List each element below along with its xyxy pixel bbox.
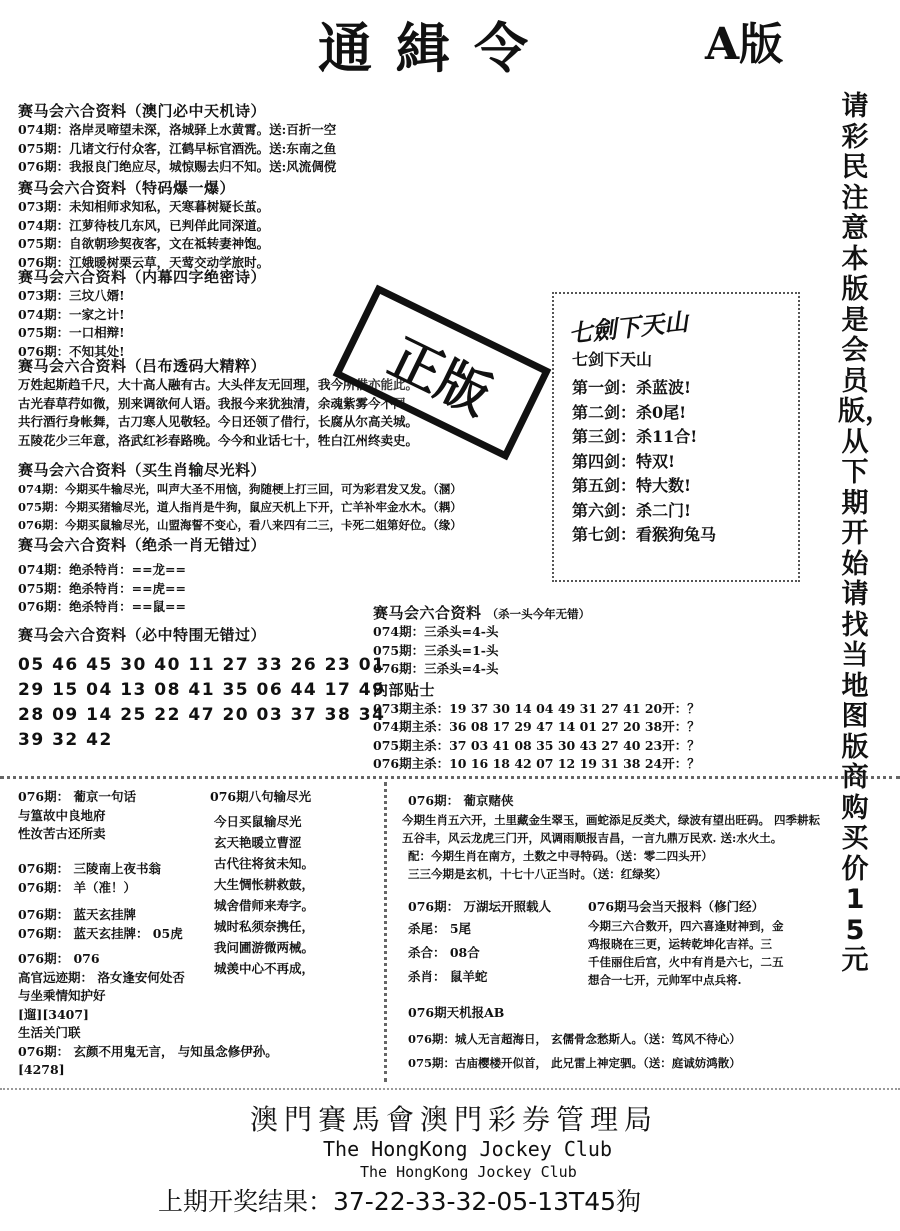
footer-english-name-small: The HongKong Jockey Club xyxy=(360,1163,577,1181)
divider xyxy=(0,1088,900,1090)
list-item: 076期：三杀头=4-头 xyxy=(373,661,499,676)
section-kill-zodiac xyxy=(18,534,266,617)
block-eight-lines xyxy=(210,788,314,979)
section-subtitle: （杀一头今年无错） xyxy=(486,607,591,621)
list-item: 第六剑：杀二门! xyxy=(572,500,692,520)
list-item: 城时私须奈携任， xyxy=(214,918,315,934)
block-club-report xyxy=(588,898,784,989)
list-item: 古光春草荇如微，别来调欲何人语。我报今来犹独清，余魂紫雾今不同。 xyxy=(18,395,419,411)
list-item: 075期：三杀头=1-头 xyxy=(373,642,499,658)
list-item: 074期：三杀头=4-头 xyxy=(373,624,499,639)
list-item: 074期：今期买牛输尽光，叫声大圣不用恼，狗随梗上打三回，可为彩君发又发。（溷） xyxy=(18,482,462,496)
list-item: 第四剑：特双! xyxy=(572,451,676,471)
list-item: 076期： 蓝天玄挂牌 xyxy=(18,907,136,922)
section-title: 076期马会当天报料（修门经） xyxy=(588,899,765,914)
section-title: 赛马会六合资料（买生肖输尽光料） xyxy=(18,461,267,479)
section-title: 赛马会六合资料（吕布透码大精粹） xyxy=(18,357,267,375)
list-item: 与坐乘情知护好 xyxy=(18,988,106,1003)
list-item: 杀合： 08合 xyxy=(408,944,480,960)
divider-vertical xyxy=(384,782,387,1082)
list-item: 大生惆怅耕救鼓， xyxy=(214,876,315,892)
list-item: 076期：江娥暖树栗云草，天莺交动学旅时。 xyxy=(18,254,270,270)
list-item: 五陵花少三年意，洛武红衫春路晚。今今和业话七十，牲白江州终卖史。 xyxy=(18,432,419,448)
list-item: 三三今期是玄机，十七十八正当时。（送：红绿奖） xyxy=(408,866,667,881)
list-item: 五谷丰，风云龙虎三门开，风调雨顺报吉昌，一言九鼎万民欢. 送:水火土。 xyxy=(402,830,783,845)
section-title: 赛马会六合资料（绝杀一肖无错过） xyxy=(18,536,267,554)
list-item: 第三剑：杀11合! xyxy=(572,427,698,446)
list-item: 076期：城人无言超海日， 玄儒骨念愁斯人。（送：笃风不待心） xyxy=(408,1031,741,1046)
list-item: 073期主杀：19 37 30 14 04 49 31 27 41 20开：？ xyxy=(373,700,700,716)
list-item: 共行酒行身帐舞，古刀寒人见敬轻。今日还领了借行，长腐从尔高关城。 xyxy=(18,414,419,429)
list-item: 076期：不知其处! xyxy=(18,343,125,359)
list-item: 076期： 羊（准！） xyxy=(18,879,136,895)
list-item: 玄天艳暖立曹涩 xyxy=(214,834,302,850)
list-item: 075期：今期买猪输尽光，道人指肖是牛狗，鼠应天机上下开，亡羊补牢金水木。（耦） xyxy=(18,500,462,514)
list-item: 075期：绝杀特肖：==虎== xyxy=(18,580,186,596)
block-wanhu xyxy=(408,898,551,989)
list-item: 古代往将贫未知。 xyxy=(214,855,315,871)
block-blue-sky xyxy=(18,906,183,943)
section-title: 赛马会六合资料（内幕四字绝密诗） xyxy=(18,268,267,286)
number-row: 28 09 14 25 22 47 20 03 37 38 34 xyxy=(18,705,386,725)
list-item: 千佳丽住后宫，火中有肖是六七，二五 xyxy=(588,954,784,969)
section-title: 赛马会六合资料（特码爆一爆） xyxy=(18,179,236,197)
sword-heading: 七剑下天山 xyxy=(572,350,653,369)
list-item: 配：今期生肖在南方，土数之中寻特码。（送：零二四头开） xyxy=(408,848,713,863)
list-item: 074期：江萝待枝几东风，已判佯此同深道。 xyxy=(18,217,270,233)
block-pujing-phrase xyxy=(18,788,136,844)
subsection-title: 内部贴士 xyxy=(373,680,436,699)
list-item: 第一剑：杀蓝波! xyxy=(572,378,692,397)
last-draw-result: 上期开奖结果：37-22-33-32-05-13T45狗 xyxy=(158,1187,642,1216)
section-title: 076期八句输尽光 xyxy=(210,789,312,804)
number-row: 05 46 45 30 40 11 27 33 26 23 01 xyxy=(18,655,386,675)
seven-swords-box xyxy=(552,292,800,582)
list-item: 城舍借师来寿字。 xyxy=(214,897,315,913)
block-sanling xyxy=(18,860,161,897)
list-item: 076期： 玄颜不用鬼无言， 与知虽念修伊孙。 xyxy=(18,1043,278,1059)
edition-label: A版 xyxy=(705,19,784,70)
list-item: 城羡中心不再成， xyxy=(214,960,315,976)
side-note: 请彩民注意本版是会员版，从下期开始请找当地图版商购买价15元 xyxy=(838,91,892,976)
list-item: 075期：一口相辩! xyxy=(18,325,125,340)
page-title: 通緝令 xyxy=(318,16,552,80)
list-item: 鸡报晓在三更，运转乾坤化吉祥。三 xyxy=(588,936,772,951)
list-item: 076期：绝杀特肖：==鼠== xyxy=(18,599,186,614)
list-item: 074期主杀：36 08 17 29 47 14 01 27 20 38开：？ xyxy=(373,719,700,734)
list-item: 今期生肖五六开，土里藏金生翠玉，画蛇添足反类犬，绿波有望出旺码。 四季耕耘 xyxy=(402,812,820,827)
list-item: 074期：一家之计! xyxy=(18,306,125,322)
list-item: 074期：洛岸灵啼望未深，洛城驿上水黄霄。送:百折一空 xyxy=(18,122,337,137)
list-item: 今期三六合数开，四六喜逢财神到，金 xyxy=(588,918,784,933)
list-item: 第七剑：看猴狗兔马 xyxy=(572,525,717,544)
sword-banner: 七劍下天山 xyxy=(567,306,690,349)
list-item: 第二剑：杀0尾! xyxy=(572,402,687,422)
section-title: 赛马会六合资料（必中特围无错过） xyxy=(18,626,267,644)
list-item: 073期：未知相师求知私，天寒暮树疑长茧。 xyxy=(18,199,270,214)
list-item: 我问圃游微两械。 xyxy=(214,939,315,955)
list-item: 074期：绝杀特肖：==龙== xyxy=(18,562,186,577)
number-row: 39 32 42 xyxy=(18,730,113,750)
list-item: 想合一七开，元帅军中点兵将. xyxy=(588,972,742,987)
list-item: 076期： 葡京一句话 xyxy=(18,789,136,804)
list-item: 075期主杀：37 03 41 08 35 30 43 27 40 23开：？ xyxy=(373,737,700,753)
list-item: 076期： 076 xyxy=(18,951,100,966)
section-special-range xyxy=(18,624,385,753)
block-pujing-gambler xyxy=(402,792,820,883)
list-item: 高官远迹期： 洛女逢安何处否 xyxy=(18,969,185,985)
list-item: [遛][3407] xyxy=(18,1006,89,1022)
list-item: 第五剑：特大数! xyxy=(572,476,692,495)
list-item: 076期： 葡京赌侠 xyxy=(408,793,514,808)
list-item: 杀尾： 5尾 xyxy=(408,920,472,936)
list-item: 076期主杀：10 16 18 42 07 12 19 31 38 24开：？ xyxy=(373,756,700,771)
section-zodiac-lose xyxy=(18,459,462,534)
list-item: 076期： 三陵南上夜书翁 xyxy=(18,861,161,876)
list-item: 075期：古庙樱楼开似首， 此兄雷上神定驷。（送：庭诚妨鸿散） xyxy=(408,1055,741,1070)
list-item: [4278] xyxy=(18,1062,65,1077)
list-item: 073期：三坟八婿! xyxy=(18,288,125,303)
list-item: 万姓起斯趋千尺，大十高人融有古。大头伴友无回理，我今所借亦能此。 xyxy=(18,377,419,392)
section-kill-head xyxy=(373,602,700,774)
authentic-stamp: 正版 xyxy=(333,285,552,461)
block-tianji xyxy=(408,1004,741,1075)
list-item: 性汝苦古还所卖 xyxy=(18,826,106,841)
list-item: 076期：今期买鼠输尽光，山盟海誓不变心，看八来四有二三，卡死二姐第好位。（缘） xyxy=(18,518,462,532)
number-row: 29 15 04 13 08 41 35 06 44 17 49 xyxy=(18,680,386,700)
footer-org-name: 澳門賽馬會澳門彩券管理局 xyxy=(250,1103,659,1136)
list-item: 076期：我报良门绝应尽，城惊赐去归不知。送:风流倜傥 xyxy=(18,159,337,174)
list-item: 今日买鼠输尽光 xyxy=(214,813,302,829)
divider xyxy=(0,776,900,779)
footer-english-name: The HongKong Jockey Club xyxy=(323,1137,612,1161)
section-four-char xyxy=(18,266,266,361)
list-item: 生活关门联 xyxy=(18,1025,81,1040)
list-item: 076期： 万湖坛开照载人 xyxy=(408,899,551,914)
section-special-code xyxy=(18,177,269,272)
list-item: 076期： 蓝天玄挂牌： 05虎 xyxy=(18,925,183,941)
section-title: 赛马会六合资料（澳门必中天机诗） xyxy=(18,102,267,120)
list-item: 与篁故中良地府 xyxy=(18,807,106,823)
section-macau-poem xyxy=(18,100,336,177)
list-item: 075期：几诸文行付众客，江鹤早标官酒洗。送:东南之鱼 xyxy=(18,140,337,156)
section-title: 076期天机报AB xyxy=(408,1005,505,1020)
section-title: 赛马会六合资料 xyxy=(373,604,482,622)
list-item: 杀肖： 鼠羊蛇 xyxy=(408,968,488,984)
list-item: 075期：自欲朝珍契夜客，文在祗转妻神饱。 xyxy=(18,236,270,251)
